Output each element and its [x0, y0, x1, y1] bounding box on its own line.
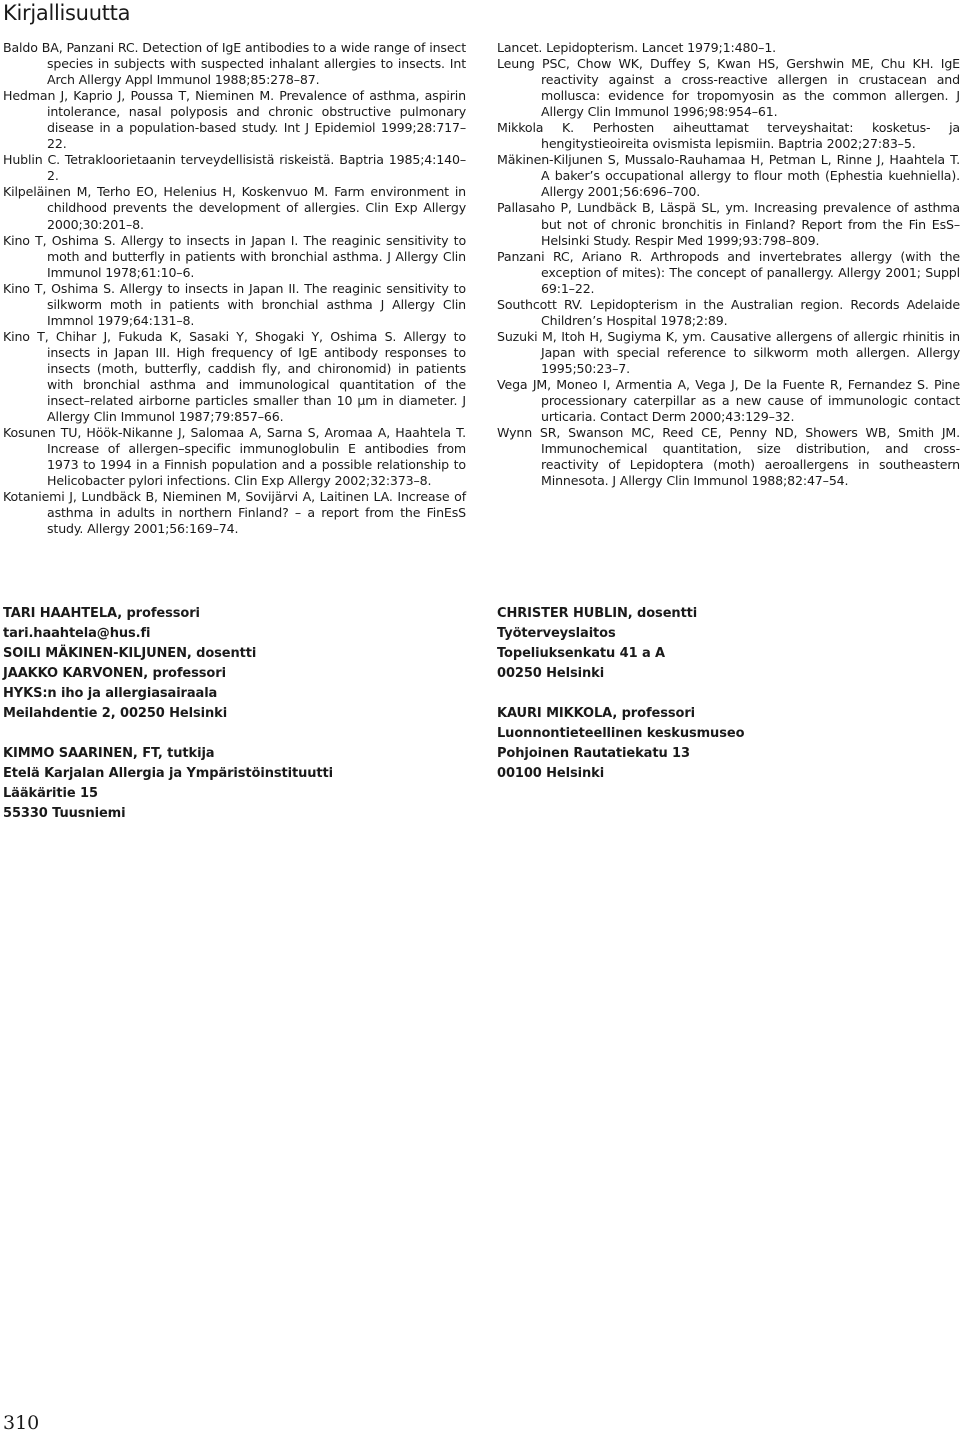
- reference-item: Kino T, Oshima S. Allergy to insects in Japan I. The reaginic sensitivity to moth and butterfly in patients with bronchial asthma. J Allergy Clin Immunol 1978;61:10–6.: [3, 232, 466, 280]
- reference-item: Panzani RC, Ariano R. Arthropods and invertebrates allergy (with the exception of mites): The concept of panallergy. Allergy 2001; Suppl 69:1–22.: [497, 248, 960, 296]
- reference-item: Southcott RV. Lepidopterism in the Australian region. Records Adelaide Children’s Hospital 1978;2:89.: [497, 296, 960, 328]
- author-name: KAURI MIKKOLA, professori: [497, 706, 695, 721]
- reference-item: Kosunen TU, Höök-Nikanne J, Salomaa A, Sarna S, Aromaa A, Haahtela T. Increase of allergen–specific immunoglobulin E antibodies from 1973 to 1994 in a Finnish population and a possible relationship to Helicobacter pylori infections. Clin Exp Allergy 2002;32:373–8.: [3, 425, 466, 489]
- author-name: JAAKKO KARVONEN, professori: [3, 666, 226, 681]
- author-address: 00100 Helsinki: [497, 766, 605, 781]
- reference-item: Kino T, Oshima S. Allergy to insects in Japan II. The reaginic sensitivity to silkworm moth in patients with bronchial asthma J Allergy Clin Immnol 1979;64:131–8.: [3, 280, 466, 328]
- reference-item: Hublin C. Tetrakloorietaanin terveydellisistä riskeistä. Baptria 1985;4:140–2.: [3, 152, 466, 184]
- author-name: KIMMO SAARINEN, FT, tutkija: [3, 746, 215, 761]
- author-affiliation: Työterveyslaitos: [497, 626, 616, 641]
- reference-item: Suzuki M, Itoh H, Sugiyma K, ym. Causative allergens of allergic rhinitis in Japan with special reference to silkworm moth allergen. Allergy 1995;50:23–7.: [497, 328, 960, 376]
- author-address: 55330 Tuusniemi: [3, 806, 126, 821]
- reference-item: Leung PSC, Chow WK, Duffey S, Kwan HS, Gershwin ME, Chu KH. IgE reactivity against a cross-reactive allergen in crustacean and mollusca: evidence for tropomyosin as the common allergen. J Allergy Clin Immunol 1996;98:954–61.: [497, 56, 960, 120]
- reference-item: Kilpeläinen M, Terho EO, Helenius H, Koskenvuo M. Farm environment in childhood prevents the development of allergies. Clin Exp Allergy 2000;30:201–8.: [3, 184, 466, 232]
- author-name: SOILI MÄKINEN-KILJUNEN, dosentti: [3, 646, 257, 661]
- author-address: Meilahdentie 2, 00250 Helsinki: [3, 706, 228, 721]
- author-address: Topeliuksenkatu 41 a A: [497, 646, 666, 661]
- reference-continuation: Lancet. Lepidopterism. Lancet 1979;1:480–1.: [497, 40, 777, 55]
- references-left-column: [3, 40, 466, 537]
- reference-item: Mikkola K. Perhosten aiheuttamat terveyshaitat: kosketus- ja hengitystieoireita ovismista lepismiin. Baptria 2002;27:83–5.: [497, 120, 960, 152]
- reference-item: Vega JM, Moneo I, Armentia A, Vega J, De la Fuente R, Fernandez S. Pine processionary caterpillar as a new cause of immunologic contact urticaria. Contact Derm 2000;43:129–32.: [497, 376, 960, 425]
- author-list-right: [497, 604, 744, 784]
- author-list-left: [3, 604, 333, 824]
- spacer: [3, 724, 333, 744]
- author-address: Lääkäritie 15: [3, 786, 98, 801]
- author-affiliation: HYKS:n iho ja allergiasairaala: [3, 686, 218, 701]
- reference-item: Mäkinen-Kiljunen S, Mussalo-Rauhamaa H, Petman L, Rinne J, Haahtela T. A baker’s occupational allergy to flour moth (Ephestia kuehniella). Allergy 2001;56:696–700.: [497, 152, 960, 200]
- references-right-column: [497, 40, 960, 489]
- author-address: Pohjoinen Rautatiekatu 13: [497, 746, 690, 761]
- spacer: [497, 684, 744, 704]
- reference-item: Kino T, Chihar J, Fukuda K, Sasaki Y, Shogaki Y, Oshima S. Allergy to insects in Japan III. High frequency of IgE antibody responses to insects (moth, butterfly, caddish fly, and chironomid) in patients with bronchial asthma and immunological quantitation of the insect–related airborne particles smaller than 10 µm in diameter. J Allergy Clin Immunol 1987;79:857–66.: [3, 328, 466, 425]
- reference-item: Hedman J, Kaprio J, Poussa T, Nieminen M. Prevalence of asthma, aspirin intolerance, nasal polyposis and chronic obstructive pulmonary disease in a population-based study. Int J Epidemiol 1999;28:717–22.: [3, 88, 466, 152]
- author-name: CHRISTER HUBLIN, dosentti: [497, 606, 698, 621]
- author-affiliation: Luonnontieteellinen keskusmuseo: [497, 726, 745, 741]
- author-affiliation: Etelä Karjalan Allergia ja Ympäristöinstituutti: [3, 766, 333, 781]
- author-address: 00250 Helsinki: [497, 666, 605, 681]
- author-email: tari.haahtela@hus.fi: [3, 626, 151, 641]
- page-number: 310: [3, 1412, 40, 1434]
- page-title: Kirjallisuutta: [3, 1, 131, 25]
- author-name: TARI HAAHTELA, professori: [3, 606, 200, 621]
- reference-item: Kotaniemi J, Lundbäck B, Nieminen M, Sovijärvi A, Laitinen LA. Increase of asthma in adults in northern Finland? – a report from the FinEsS study. Allergy 2001;56:169–74.: [3, 489, 466, 537]
- reference-item: Wynn SR, Swanson MC, Reed CE, Penny ND, Showers WB, Smith JM. Immunochemical quantitation, size distribution, and cross-reactivity of Lepidoptera (moth) aeroallergens in southeastern Minnesota. J Allergy Clin Immunol 1988;82:47–54.: [497, 425, 960, 489]
- reference-item: Pallasaho P, Lundbäck B, Läspä SL, ym. Increasing prevalence of asthma but not of chronic bronchitis in Finland? Report from the Fin EsS–Helsinki Study. Respir Med 1999;93:798–809.: [497, 200, 960, 248]
- reference-item: Baldo BA, Panzani RC. Detection of IgE antibodies to a wide range of insect species in subjects with suspected inhalant allergies to insects. Int Arch Allergy Appl Immunol 1988;85:278–87.: [3, 40, 466, 88]
